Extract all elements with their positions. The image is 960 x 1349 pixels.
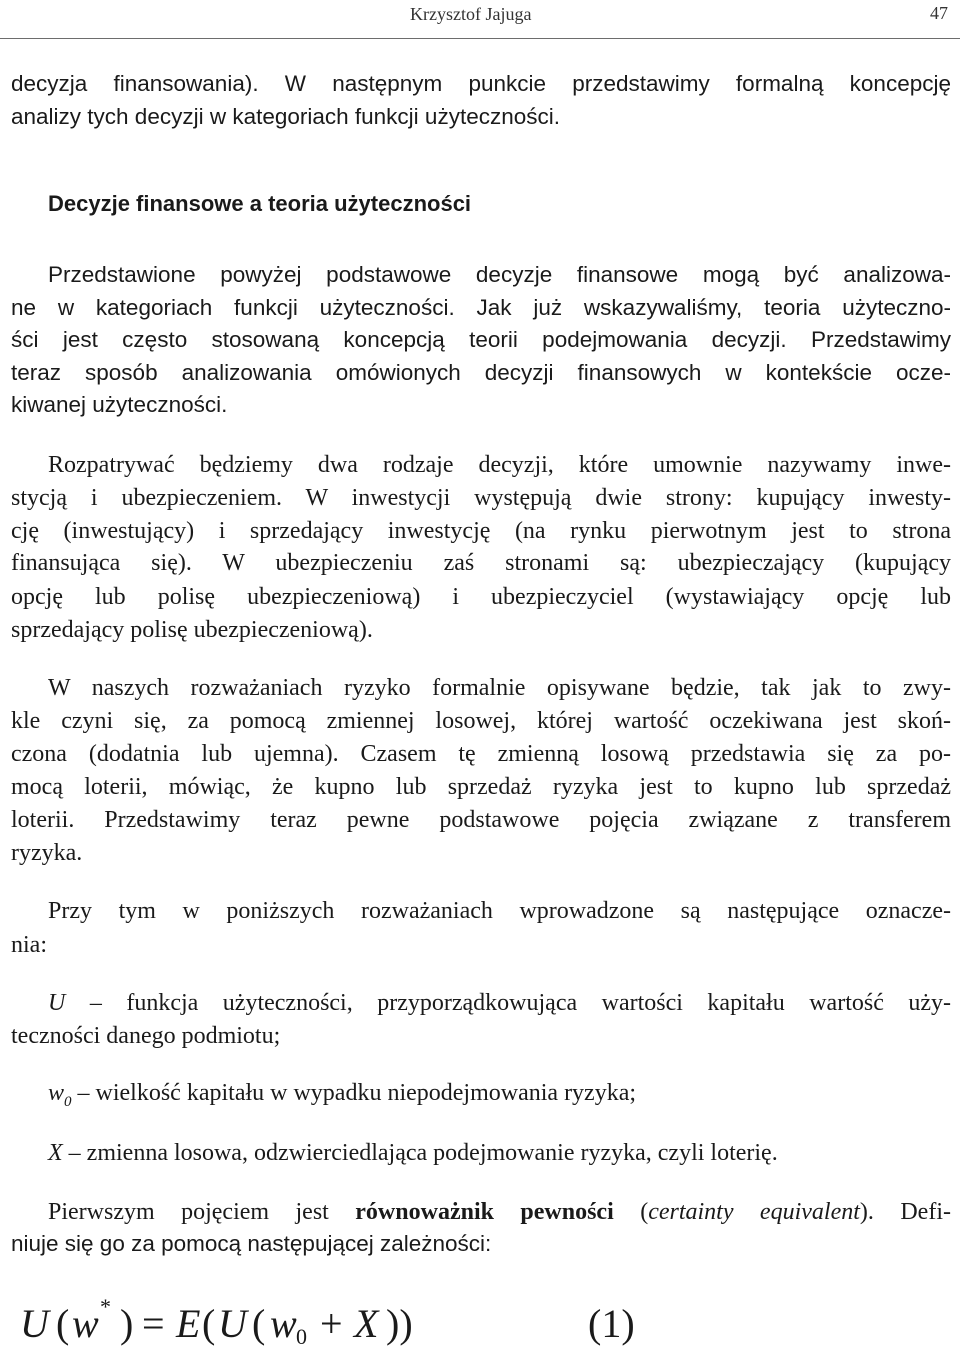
p1-line-2: ne w kategoriach funkcji użyteczności. Jak już wskazywaliśmy, teoria użyteczno- <box>11 295 951 320</box>
p3-line-1: W naszych rozważaniach ryzyko formalnie opisywane będzie, tak jak to zwy- <box>48 675 951 701</box>
def-u-text: – funkcja użyteczności, przyporządkowująca wartości kapitału wartość uży- <box>65 990 951 1016</box>
p1-line-1: Przedstawione powyżej podstawowe decyzje finansowe mogą być analizowa- <box>48 262 951 287</box>
intro-line-1: decyzja finansowania). W następnym punkcie przedstawimy formalną koncepcję <box>11 71 951 96</box>
def-u-line-1 <box>48 991 951 1015</box>
running-header <box>0 0 960 39</box>
p3-line-2: kle czyni się, za pomocą zmiennej losowej, której wartość oczekiwana jest skoń- <box>11 708 951 734</box>
header-author: Krzysztof Jajuga <box>410 4 532 24</box>
section-title: Decyzje finansowe a teoria użyteczności <box>48 191 472 216</box>
eq-X: X <box>354 1301 379 1346</box>
eq-w2: w <box>270 1301 297 1346</box>
p2-line-2: stycją i ubezpieczeniem. W inwestycji występują dwie strony: kupujący inwesty- <box>11 485 951 511</box>
p5-text-a: Pierwszym pojęciem jest <box>48 1199 356 1225</box>
eq-paren-open-2: ( <box>202 1301 216 1346</box>
p2-line-5: opcję lub polisę ubezpieczeniową) i ubezpieczyciel (wystawiający opcję lub <box>11 584 951 610</box>
p1-line-3: ści jest często stosowaną koncepcją teorii podejmowania decyzji. Przedstawimy <box>11 327 951 352</box>
eq-paren-open-1: ( <box>56 1301 70 1346</box>
p4-line-1: Przy tym w poniższych rozważaniach wprowadzone są następujące oznacze- <box>48 898 951 924</box>
eq-paren-close-2: )) <box>386 1301 413 1346</box>
p3-line-4: mocą loterii, mówiąc, że kupno lub sprzedaż ryzyka jest to kupno lub sprzedaż <box>11 774 951 800</box>
eq-equals: = <box>142 1301 165 1346</box>
intro-line-2: analizy tych decyzji w kategoriach funkcji użyteczności. <box>11 104 560 129</box>
p5-line-2: niuje się go za pomocą następującej zależności: <box>11 1231 492 1256</box>
def-x-line <box>48 1141 951 1165</box>
eq-E: E <box>176 1301 201 1346</box>
p5-text-c: ). Defi- <box>859 1199 951 1225</box>
p5-italic-term: certainty equivalent <box>648 1199 860 1225</box>
symbol-w-subscript: 0 <box>64 1093 72 1110</box>
p4-line-2: nia: <box>11 932 47 958</box>
def-x-text: – zmienna losowa, odzwierciedlająca podejmowanie ryzyka, czyli loterię. <box>62 1140 778 1166</box>
p3-line-6: ryzyka. <box>11 840 83 866</box>
eq-U1: U <box>20 1301 49 1346</box>
def-u-line-2: teczności danego podmiotu; <box>11 1023 281 1049</box>
symbol-u: U <box>48 990 66 1016</box>
symbol-x: X <box>48 1140 63 1166</box>
p3-line-5: loterii. Przedstawimy teraz pewne podstawowe pojęcia związane z transferem <box>11 807 951 833</box>
symbol-w: w <box>48 1080 65 1106</box>
eq-paren-close-1: ) <box>120 1301 134 1346</box>
p1-line-4: teraz sposób analizowania omówionych decyzji finansowych w kontekście ocze- <box>11 360 951 385</box>
eq-paren-open-3: ( <box>252 1301 266 1346</box>
p3-line-3: czona (dodatnia lub ujemna). Czasem tę zmienną losową przedstawia się za po- <box>11 741 951 767</box>
p2-line-3: cję (inwestujący) i sprzedający inwestycję (na rynku pierwotnym jest to strona <box>11 518 951 544</box>
eq-star: * <box>100 1294 111 1319</box>
eq-plus: + <box>320 1301 343 1346</box>
p1-line-5: kiwanej użyteczności. <box>11 392 228 417</box>
p2-line-4: finansująca się). W ubezpieczeniu zaś stronami są: ubezpieczający (kupujący <box>11 550 951 576</box>
p5-line-1 <box>48 1200 951 1224</box>
p5-bold-term: równoważnik pewności <box>355 1199 614 1225</box>
page-number: 47 <box>930 3 948 23</box>
eq-subscript-0: 0 <box>296 1324 307 1349</box>
eq-label: (1) <box>588 1301 635 1346</box>
eq-U2: U <box>218 1301 247 1346</box>
def-w0-text: – wielkość kapitału w wypadku niepodejmowania ryzyka; <box>71 1080 637 1106</box>
equation-1 <box>16 1296 946 1348</box>
def-w0-line <box>48 1081 951 1110</box>
p2-line-1: Rozpatrywać będziemy dwa rodzaje decyzji, które umownie nazywamy inwe- <box>48 452 951 478</box>
p5-text-b: ( <box>613 1199 649 1225</box>
eq-w: w <box>72 1301 99 1346</box>
p2-line-6: sprzedający polisę ubezpieczeniową). <box>11 617 373 643</box>
